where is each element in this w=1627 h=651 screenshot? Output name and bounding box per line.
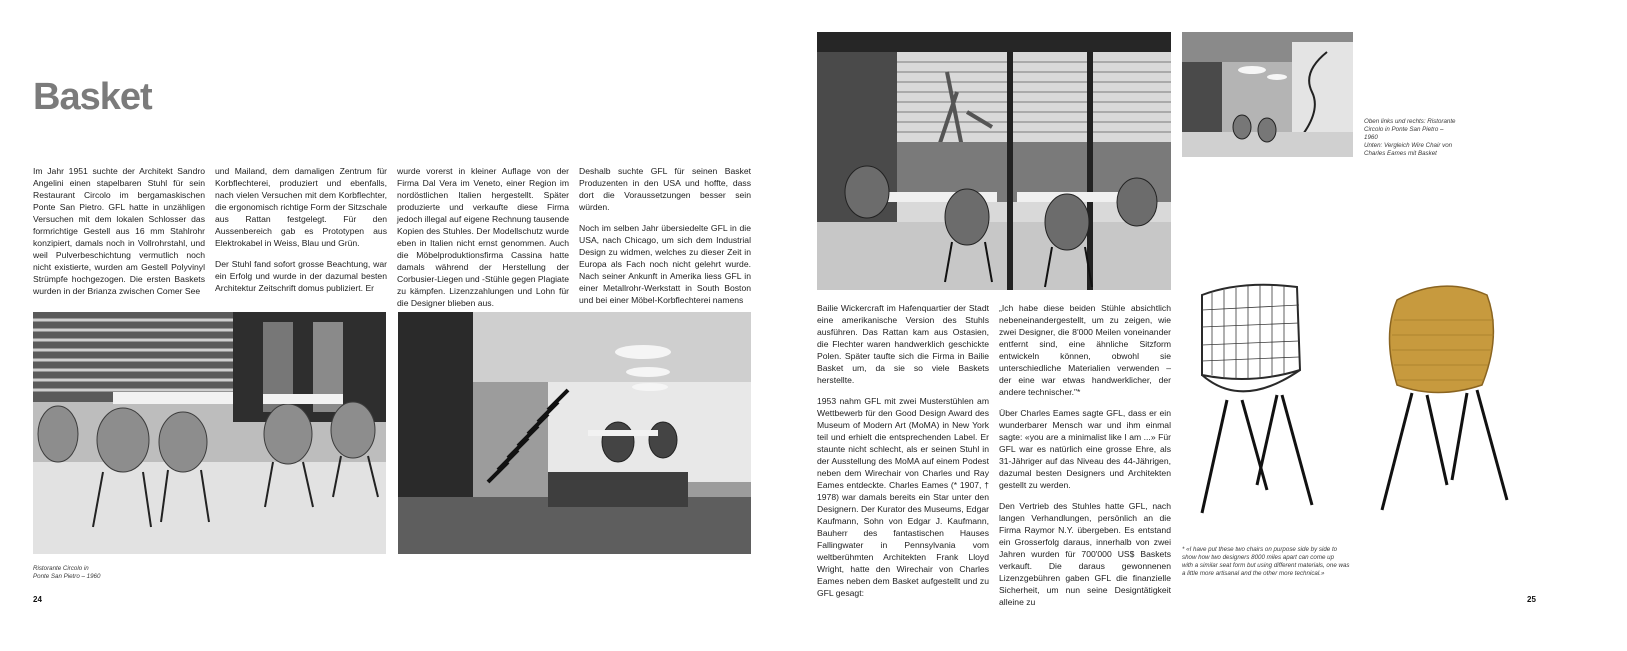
paragraph: Der Stuhl fand sofort grosse Beachtung, war ein Erfolg und wurde in der dazumal besten Architektur Zeitschrift domus publiziert. Er xyxy=(215,259,387,293)
caption-line: Ristorante Circolo in xyxy=(33,565,89,572)
restaurant-photo-3 xyxy=(817,32,1171,290)
caption-line: Unten: Vergleich Wire Chair von xyxy=(1364,142,1453,149)
caption-line: Circolo in Ponte San Pietro – xyxy=(1364,126,1444,133)
footnote xyxy=(1182,546,1349,578)
caption-line: Charles Eames mit Basket xyxy=(1364,150,1437,157)
paragraph: Deshalb suchte GFL für seinen Basket Produzenten in den USA und hoffte, dass dort die Voraussetzungen besser sein würden. xyxy=(579,166,751,212)
paragraph: Im Jahr 1951 suchte der Architekt Sandro Angelini einen stapelbaren Stuhl für sein Restaurant Circolo im bergamaskischen Ponte San Pietro. GFL hatte in unzähligen Versuchen mit dem lokalen Schlosser das formrichtige Gestell aus 16 mm Stahlrohr konzipiert, damals noch in Vollrohrstahl, und weil Pulverbeschichtung vermutlich noch nicht existierte, wurden am Gestell Polyvinyl Strümpfe hochgezogen. Die ersten Baskets wurden in der Brianza zwischen Comer See xyxy=(33,166,205,296)
paragraph: 1953 nahm GFL mit zwei Musterstühlen am Wettbewerb für den Good Design Award des Museum of Modern Art (MoMA) in New York teil und erhielt die entsprechenden Label. Er staunte nicht schlecht, als er seinen Stuhl in der Ausstellung des MoMA auf einem Podest neben dem Wirechair von Charles und Ray Eames entdeckte. Charles Eames (* 1907, † 1978) war damals bereits ein Star unter den Designern. Der Kurator des Museums, Edgar Kaufmann, Sohn von Edgar J. Kaufmann, Bauherr des fantastischen Hauses Fallingwater in Pennsylvania vom weltberühmten Architekten Frank Lloyd Wright, hatte den Wirechair von Charles Eames neben dem Basket aufgestellt und zu GFL gesagt: xyxy=(817,396,989,598)
paragraph: Über Charles Eames sagte GFL, dass er ein wunderbarer Mensch war und ihm einmal sagte: «you are a minimalist like I am ...» Für GFL war es natürlich eine grosse Ehre, als 31-Jähriger auf das Niveau des 44-Jährigen, dazumal besten Designers und Architekten gestellt zu werden. xyxy=(999,408,1171,490)
paragraph: und Mailand, dem damaligen Zentrum für Korbflechterei, produziert und ebenfalls, nach vielen Versuchen mit dem Korbflechter, die ergonomisch richtige Form der Sitzschale aus Rattan festgelegt. Für den Aussenbereich gab es Prototypen aus Elektrokabel in Weiss, Blau und Grün. xyxy=(215,166,387,248)
caption-line: 1960 xyxy=(1364,134,1378,141)
text-column-3 xyxy=(397,165,569,308)
footnote-line: * «I have put these two chairs on purpose side by side to xyxy=(1182,546,1338,553)
page-number-right: 25 xyxy=(1527,595,1536,604)
photo-caption-right xyxy=(1364,118,1455,158)
page-number-left: 24 xyxy=(33,595,42,604)
paragraph: Noch im selben Jahr übersiedelte GFL in die USA, nach Chicago, um sich dem Industrial Design zu widmen, welches zu dieser Zeit in Europa als Fach noch nicht gelehrt wurde. Nach seiner Ankunft in Amerika liess GFL in einer Metallrohr-Werkstatt in South Boston und bei einer Möbel-Korbflechterei namens xyxy=(579,223,751,305)
restaurant-photo-2 xyxy=(398,312,751,554)
text-column-2 xyxy=(215,165,387,293)
article-title: Basket xyxy=(33,76,152,118)
text-column-6 xyxy=(999,302,1171,607)
caption-line: Oben links und rechts: Ristorante xyxy=(1364,118,1456,125)
restaurant-photo-4 xyxy=(1182,32,1353,157)
text-column-5 xyxy=(817,302,989,598)
footnote-line: a little more artisanal and the other more technical.» xyxy=(1182,570,1325,577)
footnote-line: show how two designers 8000 miles apart can come up xyxy=(1182,554,1335,561)
paragraph: Den Vertrieb des Stuhles hatte GFL, nach langen Verhandlungen, persönlich an die Firma Raymor N.Y. übergeben. Es entstand ein Grosserfolg daraus, innerhalb von zwei Jahren wurden für 700'000 US$ Baskets verkauft. Die daraus gewonnenen Lizenzgebühren gaben GFL die finanzielle Sicherheit, um nun seine Designtätigkeit alleine zu xyxy=(999,501,1171,607)
restaurant-photo-1 xyxy=(33,312,386,554)
photo-caption-left xyxy=(33,565,100,581)
footnote-line: with a similar seat form but using different materials, one was xyxy=(1182,562,1350,569)
caption-line: Ponte San Pietro – 1960 xyxy=(33,573,101,580)
chair-comparison-photo xyxy=(1182,275,1542,535)
paragraph: Bailie Wickercraft im Hafenquartier der Stadt eine amerikanische Version des Stuhls ausführen. Das Rattan kam aus Ostasien, die Flechter waren handwerklich geschickte Polen. Später taufte sich die Firma in Bailie Basket um, da sie so viele Baskets herstellte. xyxy=(817,303,989,385)
text-column-4 xyxy=(579,165,751,305)
paragraph: „Ich habe diese beiden Stühle absichtlich nebeneinandergestellt, um zu zeigen, wie zwei Designer, die 8'000 Meilen voneinander entfernt sind, eine ähnliche Sitzform entwickeln können, obwohl sie unterschiedliche Materialien verwenden – der eine war etwas handwerklicher, der andere technischer."* xyxy=(999,303,1171,397)
text-column-1 xyxy=(33,165,205,296)
paragraph: wurde vorerst in kleiner Auflage von der Firma Dal Vera im Veneto, einer Region im nordöstlichen Italien hergestellt. Später produzierte und verkaufte diese Firma jedoch illegal auf eigene Rechnung tausende Kopien des Stuhles. Der Modellschutz wurde eben in Italien nicht ernst genommen. Auch die Möbelproduktionsfirma Cassina hatte damals während der Herstellung der Corbusier-Liegen und -Stühle gegen Plagiate zu kämpfen. Lizenzzahlungen und Lohn für die Designer blieben aus. xyxy=(397,166,569,308)
